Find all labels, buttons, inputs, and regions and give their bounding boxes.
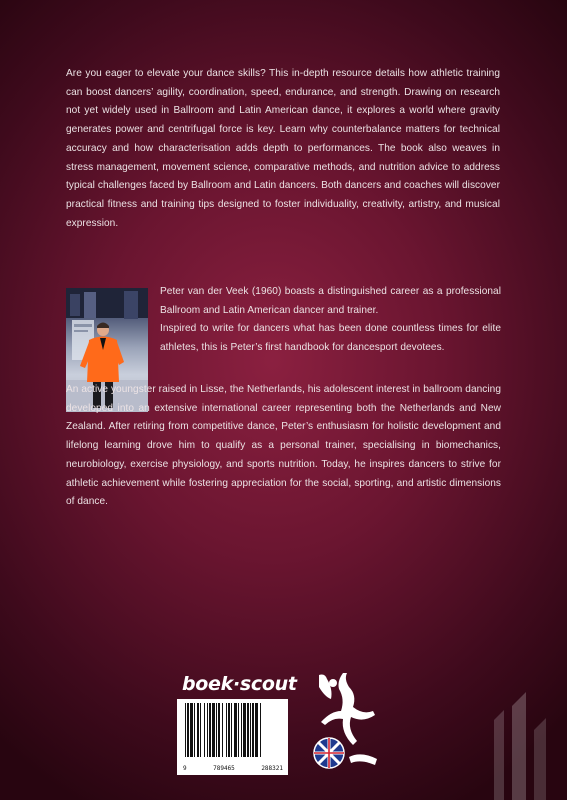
isbn-barcode [177, 699, 288, 775]
author-bio-inspiration: Inspired to write for dancers what has been done countless times for elite athletes, this is Peter’s first handbook for dancesport devotees. [160, 323, 501, 353]
barcode-digit-first: 9 [183, 765, 187, 772]
author-bio-intro: Peter van der Veek (1960) boasts a distinguished career as a professional Ballroom and Latin American dancer and trainer. [160, 286, 501, 316]
barcode-digit-group-1: 789465 [213, 765, 235, 772]
publisher-logo: boek·scout [182, 673, 297, 695]
barcode-digit-group-2: 288321 [261, 765, 283, 772]
blurb-paragraph: Are you eager to elevate your dance skills? This in-depth resource details how athletic training can boost dancers’ agility, coordination, speed, endurance, and strength. Drawing on research not yet widely used in Ballroom and Latin American dance, it explores a world where gravity generates power and centrifugal force is key. Learn why counterbalance matters for technical accuracy and how characterisation adds depth to performances. The book also weaves in stress management, movement science, comparative methods, and nutrition advice to address typical challenges faced by Ballroom and Latin dancers. Both dancers and coaches will discover practical fitness and training tips designed to foster individuality, creativity, artistry, and musical expression. [66, 68, 500, 229]
decorative-bar-graphic [486, 690, 556, 800]
author-bio-career: An active youngster raised in Lisse, the Netherlands, his adolescent interest in ballroom dancing developed into an extensive international career representing both the Netherlands and New Zealand. After retiring from competitive dance, Peter’s enthusiasm for holistic development and lifelong learning drove him to qualify as a personal trainer, specialising in biomechanics, neurobiology, exercise physiology, and sports nutrition. Today, he inspires dancers to strive for athletic achievement while fostering appreciation for the social, sporting, and artistic dimensions of dance. [66, 384, 501, 508]
barcode-bars [177, 699, 288, 763]
dancesport-emblem [303, 667, 385, 773]
barcode-number [183, 765, 283, 772]
